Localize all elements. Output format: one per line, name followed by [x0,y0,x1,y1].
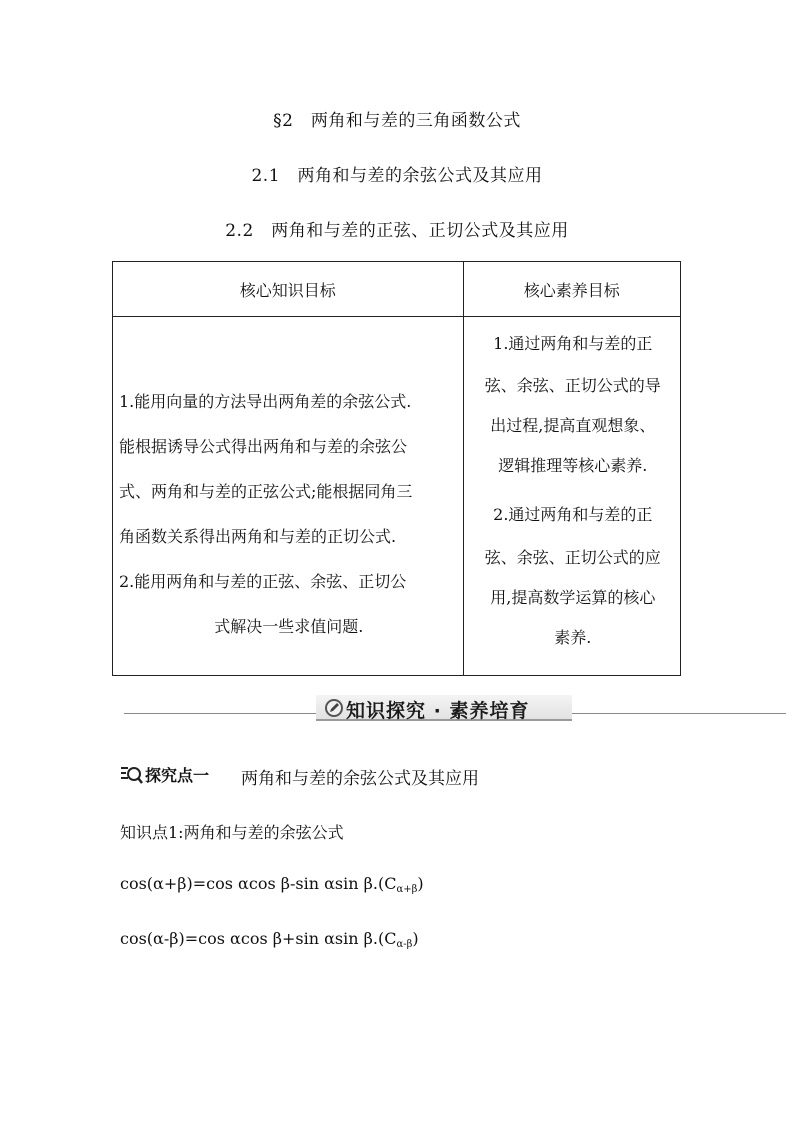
explore-point-label: 探究点一 [145,766,210,785]
literacy-goal-cell [463,317,680,676]
pencil-icon [324,698,344,718]
literacy-line: 素养. [554,628,592,647]
formula-cos-diff-tail: ) [412,929,419,948]
header-literacy-goal: 核心素养目标 [463,262,680,317]
formula-cos-sum-body: cos(α+β)=cos αcos β-sin αsin β.(C [120,874,397,893]
formula-cos-sum [120,874,424,895]
goals-table [112,261,681,676]
knowledge-point-title: 知识点1:两角和与差的余弦公式 [120,823,344,842]
banner-text: 知识探究 · 素养培育 [346,700,530,722]
banner-rule-right [572,713,786,714]
literacy-line: 出过程,提高直观想象、 [490,416,656,435]
knowledge-line: 式解决一些求值问题. [214,617,364,636]
magnifier-icon [121,765,143,785]
section-banner [316,695,572,721]
knowledge-line: 能根据诱导公式得出两角和与差的余弦公 [119,437,408,456]
literacy-line: 1.通过两角和与差的正 [493,334,653,353]
formula-cos-diff-body: cos(α-β)=cos αcos β+sin αsin β.(C [120,929,397,948]
formula-cos-sum-subscript: α+β [396,884,418,895]
literacy-line: 用,提高数学运算的核心 [490,588,656,607]
subsection-title-2-1: 2.1 两角和与差的余弦公式及其应用 [251,166,543,186]
goals-header-row [113,262,681,317]
section-title: §2 两角和与差的三角函数公式 [273,111,521,131]
header-knowledge-goal: 核心知识目标 [113,262,464,317]
literacy-line: 2.通过两角和与差的正 [493,505,653,524]
knowledge-line: 角函数关系得出两角和与差的正切公式. [119,527,397,546]
formula-cos-sum-tail: ) [417,874,424,893]
literacy-line: 逻辑推理等核心素养. [498,456,648,475]
knowledge-line: 1.能用向量的方法导出两角差的余弦公式. [119,392,412,411]
formula-cos-diff-subscript: α-β [396,939,413,950]
subsection-title-2-2: 2.2 两角和与差的正弦、正切公式及其应用 [225,221,569,241]
literacy-line: 弦、余弦、正切公式的应 [484,548,661,567]
formula-cos-diff [120,929,419,950]
banner-rule-left [124,713,316,714]
knowledge-line: 式、两角和与差的正弦公式;能根据同角三 [119,482,413,501]
literacy-line: 弦、余弦、正切公式的导 [484,376,661,395]
goals-body-row [113,317,681,676]
explore-point-title: 两角和与差的余弦公式及其应用 [241,769,479,789]
knowledge-goal-cell [113,317,464,676]
knowledge-line: 2.能用两角和与差的正弦、余弦、正切公 [119,572,407,591]
